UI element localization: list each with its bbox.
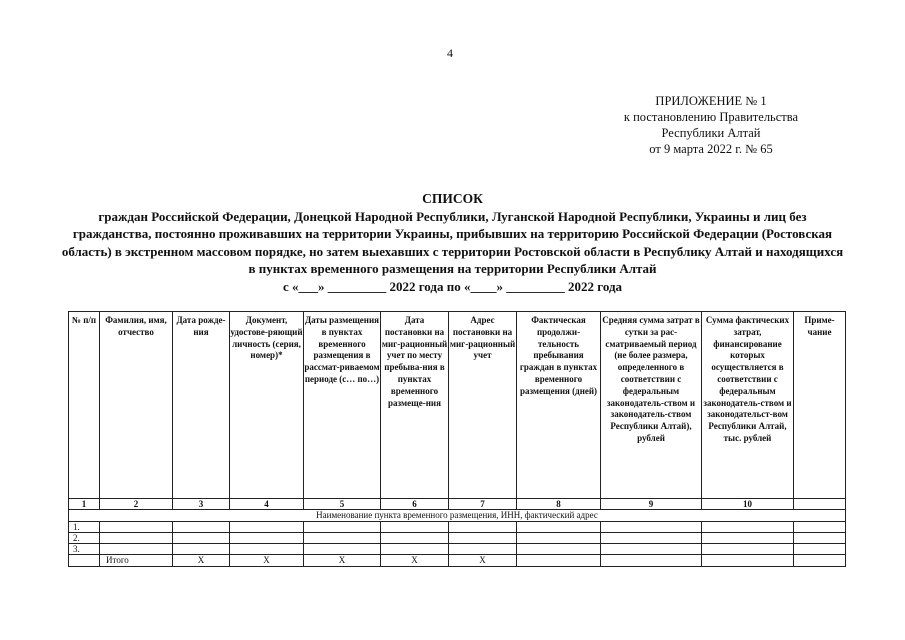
appendix-line-4: от 9 марта 2022 г. № 65 bbox=[649, 142, 773, 156]
table-cell bbox=[449, 544, 517, 555]
column-number: 8 bbox=[517, 499, 601, 510]
column-number: 1 bbox=[69, 499, 100, 510]
table-cell bbox=[601, 533, 702, 544]
table-cell bbox=[381, 544, 449, 555]
total-cell bbox=[702, 555, 794, 567]
table-cell bbox=[100, 544, 173, 555]
table-cell bbox=[601, 544, 702, 555]
header-row bbox=[69, 312, 846, 499]
table-cell bbox=[794, 533, 846, 544]
caption-cell: Наименование пункта временного размещения, ИНН, фактический адрес bbox=[69, 510, 846, 522]
row-number: 3. bbox=[69, 544, 100, 555]
column-header: Документ, удостове-ряющий личность (серия, номер)* bbox=[230, 312, 304, 499]
column-number-row bbox=[69, 499, 846, 510]
table-cell bbox=[230, 544, 304, 555]
appendix-line-2: к постановлению Правительства bbox=[623, 110, 799, 124]
appendix-line-1: ПРИЛОЖЕНИЕ № 1 bbox=[655, 94, 767, 108]
document-title bbox=[60, 190, 845, 295]
total-cell bbox=[517, 555, 601, 567]
total-row bbox=[69, 555, 846, 567]
column-number: 9 bbox=[601, 499, 702, 510]
row-number: 2. bbox=[69, 533, 100, 544]
column-header: Фактическая продолжи-тельность пребывания граждан в пунктах временного размещения (дней) bbox=[517, 312, 601, 499]
table-row bbox=[69, 533, 846, 544]
total-cell bbox=[601, 555, 702, 567]
column-header: Адрес постановки на миг-рационный учет bbox=[449, 312, 517, 499]
column-number: 6 bbox=[381, 499, 449, 510]
table-cell bbox=[794, 544, 846, 555]
table-row bbox=[69, 522, 846, 533]
table-cell bbox=[794, 522, 846, 533]
column-header: Приме-чание bbox=[794, 312, 846, 499]
column-header: Даты размещения в пунктах временного размещения в рассмат-риваемом периоде (с… по…) bbox=[304, 312, 381, 499]
title-heading: СПИСОК bbox=[422, 191, 483, 206]
total-cell: Х bbox=[304, 555, 381, 567]
table-cell bbox=[449, 522, 517, 533]
column-header: Дата постановки на миг-рационный учет по месту пребыва-ния в пунктах временного размеще-ния bbox=[381, 312, 449, 499]
table-cell bbox=[381, 533, 449, 544]
title-body: граждан Российской Федерации, Донецкой Народной Республики, Луганской Народной Республики, Украины и лиц без гражданства, постоянно проживавших на территории Украины, прибывших на территорию Российской Федерации (Ростовская область) в экстренном массовом порядке, но затем выехавших с территории Ростовской области в Республику Алтай и находящихся в пунктах временного размещения на территории Республики Алтай bbox=[61, 208, 844, 276]
table-cell bbox=[100, 533, 173, 544]
table-cell bbox=[449, 533, 517, 544]
column-number bbox=[794, 499, 846, 510]
table-cell bbox=[702, 533, 794, 544]
table-cell bbox=[517, 522, 601, 533]
column-header: Дата рожде-ния bbox=[173, 312, 230, 499]
table-cell bbox=[517, 533, 601, 544]
table-cell bbox=[173, 533, 230, 544]
total-cell: Х bbox=[449, 555, 517, 567]
total-cell: Х bbox=[230, 555, 304, 567]
column-header: Средняя сумма затрат в сутки за рас-сматриваемый период (не более размера, определенного в соответствии с федеральным законодатель-ством и законодатель-ством Республики Алтай), рублей bbox=[601, 312, 702, 499]
appendix-block bbox=[600, 93, 822, 157]
total-label: Итого bbox=[100, 555, 173, 567]
total-cell bbox=[794, 555, 846, 567]
table-cell bbox=[173, 522, 230, 533]
title-period: с «___» _________ 2022 года по «____» _________ 2022 года bbox=[282, 278, 623, 294]
table-cell bbox=[517, 544, 601, 555]
total-cell: Х bbox=[381, 555, 449, 567]
column-header: Фамилия, имя, отчество bbox=[100, 312, 173, 499]
table-cell bbox=[173, 544, 230, 555]
row-number: 1. bbox=[69, 522, 100, 533]
table-cell bbox=[304, 522, 381, 533]
total-cell bbox=[69, 555, 100, 567]
column-number: 4 bbox=[230, 499, 304, 510]
table-row bbox=[69, 544, 846, 555]
appendix-line-3: Республики Алтай bbox=[661, 126, 761, 140]
column-number: 5 bbox=[304, 499, 381, 510]
column-number: 7 bbox=[449, 499, 517, 510]
table-cell bbox=[702, 544, 794, 555]
column-number: 10 bbox=[702, 499, 794, 510]
column-number: 2 bbox=[100, 499, 173, 510]
table-cell bbox=[230, 533, 304, 544]
column-header: № п/п bbox=[69, 312, 100, 499]
table-cell bbox=[100, 522, 173, 533]
page-number: 4 bbox=[447, 46, 453, 60]
table-cell bbox=[230, 522, 304, 533]
table-cell bbox=[304, 533, 381, 544]
table-cell bbox=[381, 522, 449, 533]
table-cell bbox=[702, 522, 794, 533]
caption-row bbox=[69, 510, 846, 522]
table-cell bbox=[601, 522, 702, 533]
register-table bbox=[68, 311, 846, 567]
total-cell: Х bbox=[173, 555, 230, 567]
column-header: Сумма фактических затрат, финансирование которых осуществляется в соответствии с федеральным законодатель-ством и законодательст-вом Республики Алтай, тыс. рублей bbox=[702, 312, 794, 499]
table-cell bbox=[304, 544, 381, 555]
column-number: 3 bbox=[173, 499, 230, 510]
